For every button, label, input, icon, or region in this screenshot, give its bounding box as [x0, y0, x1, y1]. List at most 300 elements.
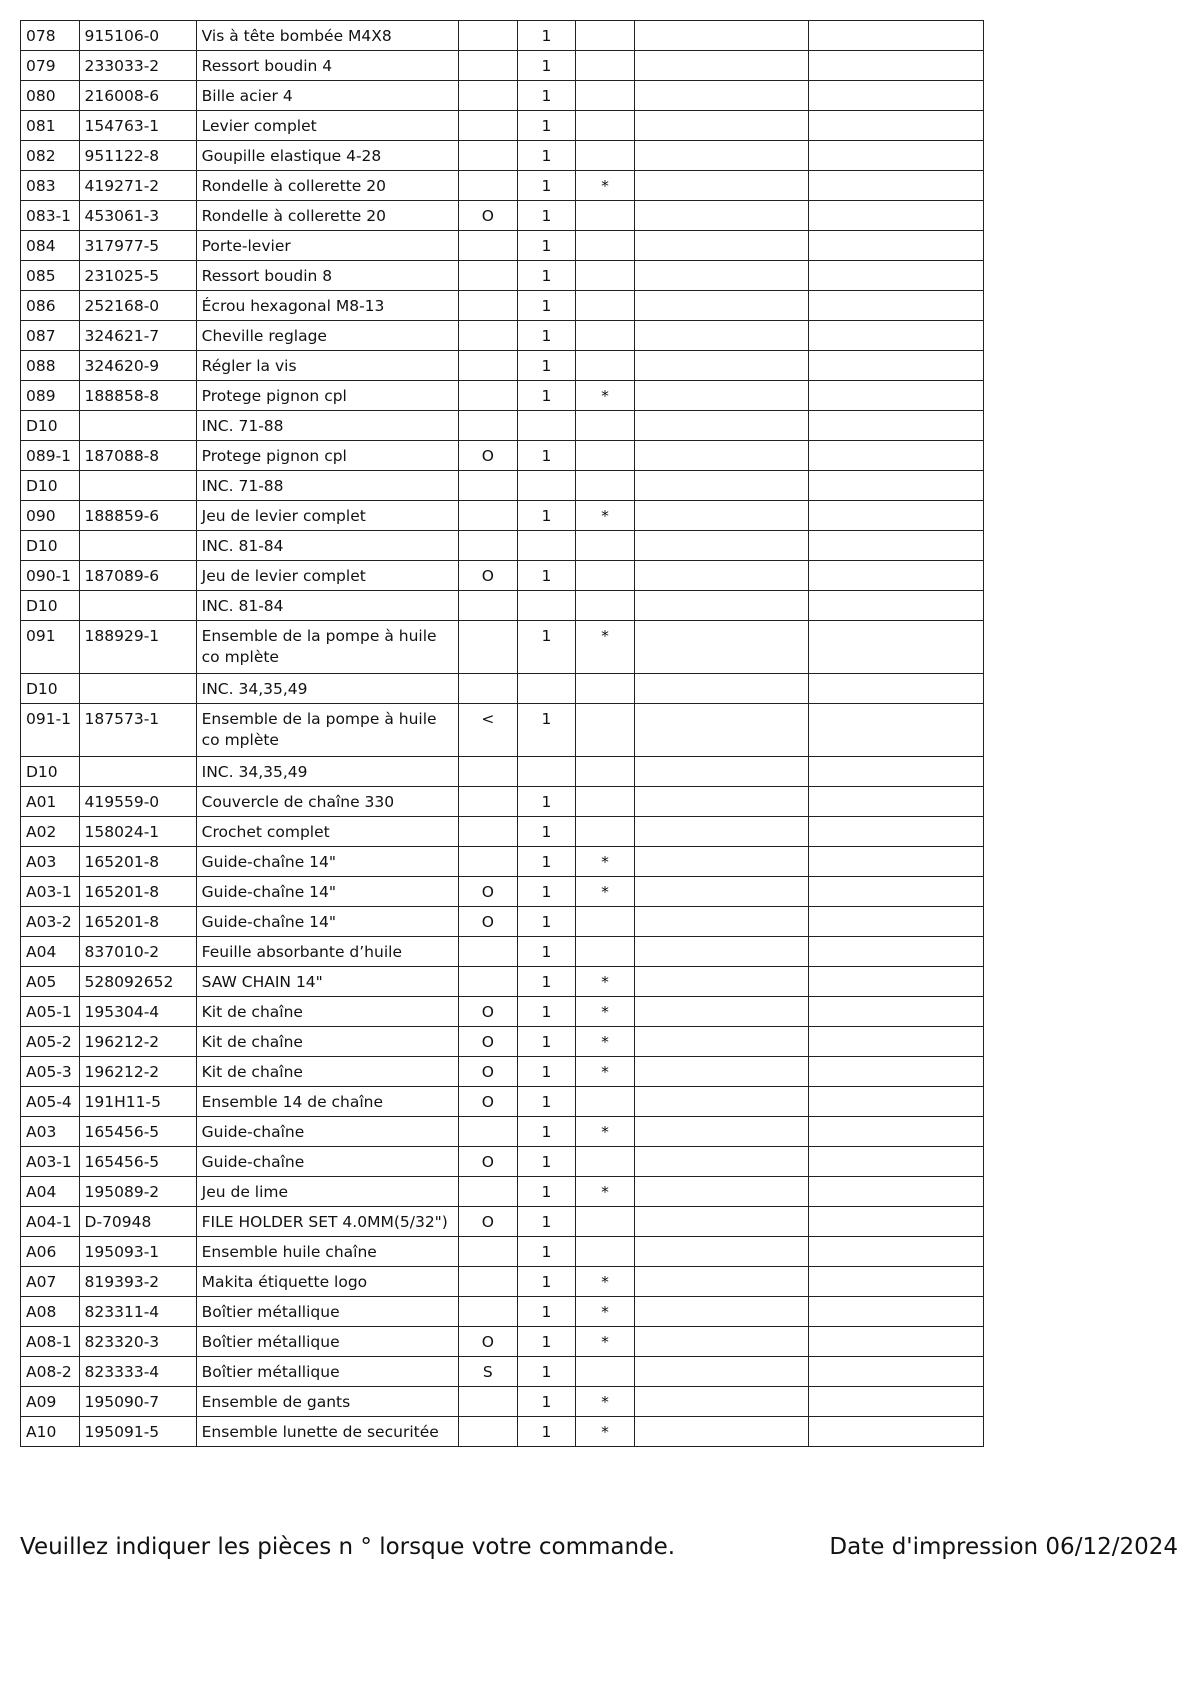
quantity-cell: 1	[517, 561, 576, 591]
note-mark-cell	[576, 1147, 635, 1177]
description-cell: Boîtier métallique	[196, 1297, 458, 1327]
part-number-cell: 195091-5	[79, 1417, 196, 1447]
extra-2-cell	[809, 1087, 984, 1117]
part-number-cell: 819393-2	[79, 1267, 196, 1297]
table-row	[21, 51, 984, 81]
extra-1-cell	[634, 757, 809, 787]
option-cell	[459, 231, 518, 261]
part-number-cell: 419559-0	[79, 787, 196, 817]
extra-2-cell	[809, 321, 984, 351]
extra-2-cell	[809, 997, 984, 1027]
extra-2-cell	[809, 907, 984, 937]
extra-2-cell	[809, 1297, 984, 1327]
description-cell: Porte-levier	[196, 231, 458, 261]
extra-1-cell	[634, 381, 809, 411]
option-cell: O	[459, 907, 518, 937]
note-mark-cell: *	[576, 997, 635, 1027]
table-row	[21, 471, 984, 501]
note-mark-cell: *	[576, 1177, 635, 1207]
part-number-cell: 823320-3	[79, 1327, 196, 1357]
part-number-cell: 324620-9	[79, 351, 196, 381]
option-cell	[459, 81, 518, 111]
note-mark-cell	[576, 81, 635, 111]
note-mark-cell: *	[576, 381, 635, 411]
option-cell	[459, 111, 518, 141]
extra-1-cell	[634, 674, 809, 704]
option-cell	[459, 531, 518, 561]
extra-1-cell	[634, 561, 809, 591]
quantity-cell: 1	[517, 171, 576, 201]
ref-number-cell: A03	[21, 847, 80, 877]
extra-1-cell	[634, 51, 809, 81]
extra-1-cell	[634, 1087, 809, 1117]
ref-number-cell: A05-2	[21, 1027, 80, 1057]
extra-2-cell	[809, 291, 984, 321]
extra-1-cell	[634, 1207, 809, 1237]
extra-2-cell	[809, 1027, 984, 1057]
note-mark-cell	[576, 261, 635, 291]
extra-2-cell	[809, 21, 984, 51]
extra-2-cell	[809, 787, 984, 817]
ref-number-cell: A01	[21, 787, 80, 817]
ref-number-cell: A05-3	[21, 1057, 80, 1087]
description-cell: Levier complet	[196, 111, 458, 141]
table-row	[21, 1387, 984, 1417]
table-row	[21, 1237, 984, 1267]
extra-2-cell	[809, 1177, 984, 1207]
note-mark-cell	[576, 291, 635, 321]
option-cell	[459, 1117, 518, 1147]
quantity-cell: 1	[517, 321, 576, 351]
table-row	[21, 441, 984, 471]
description-cell: Cheville reglage	[196, 321, 458, 351]
print-date: Date d'impression 06/12/2024	[829, 1534, 1178, 1560]
part-number-cell: 317977-5	[79, 231, 196, 261]
ref-number-cell: 079	[21, 51, 80, 81]
table-row	[21, 1417, 984, 1447]
note-mark-cell	[576, 351, 635, 381]
part-number-cell: 165201-8	[79, 907, 196, 937]
quantity-cell	[517, 531, 576, 561]
description-cell: Goupille elastique 4-28	[196, 141, 458, 171]
ref-number-cell: A09	[21, 1387, 80, 1417]
extra-2-cell	[809, 1387, 984, 1417]
quantity-cell: 1	[517, 21, 576, 51]
ref-number-cell: A08-2	[21, 1357, 80, 1387]
quantity-cell: 1	[517, 231, 576, 261]
note-mark-cell	[576, 531, 635, 561]
extra-1-cell	[634, 321, 809, 351]
extra-2-cell	[809, 967, 984, 997]
note-mark-cell: *	[576, 1267, 635, 1297]
table-row	[21, 261, 984, 291]
extra-1-cell	[634, 141, 809, 171]
extra-2-cell	[809, 261, 984, 291]
description-cell: Régler la vis	[196, 351, 458, 381]
note-mark-cell: *	[576, 1057, 635, 1087]
description-cell: Ensemble 14 de chaîne	[196, 1087, 458, 1117]
table-row	[21, 141, 984, 171]
description-cell: Rondelle à collerette 20	[196, 171, 458, 201]
extra-1-cell	[634, 847, 809, 877]
ref-number-cell: 081	[21, 111, 80, 141]
description-cell: Guide-chaîne 14"	[196, 907, 458, 937]
part-number-cell: 195089-2	[79, 1177, 196, 1207]
note-mark-cell: *	[576, 877, 635, 907]
extra-1-cell	[634, 441, 809, 471]
parts-table	[20, 20, 984, 1447]
description-cell: Guide-chaîne	[196, 1117, 458, 1147]
extra-1-cell	[634, 1327, 809, 1357]
part-number-cell: 823333-4	[79, 1357, 196, 1387]
ref-number-cell: A03	[21, 1117, 80, 1147]
part-number-cell: 188858-8	[79, 381, 196, 411]
part-number-cell: 823311-4	[79, 1297, 196, 1327]
option-cell	[459, 171, 518, 201]
description-cell: Makita étiquette logo	[196, 1267, 458, 1297]
ref-number-cell: A05	[21, 967, 80, 997]
description-cell: Ensemble de la pompe à huile co mplète	[196, 704, 458, 757]
quantity-cell: 1	[517, 51, 576, 81]
description-cell: INC. 34,35,49	[196, 674, 458, 704]
description-cell: Crochet complet	[196, 817, 458, 847]
extra-2-cell	[809, 561, 984, 591]
extra-2-cell	[809, 471, 984, 501]
quantity-cell	[517, 471, 576, 501]
part-number-cell: 187088-8	[79, 441, 196, 471]
extra-1-cell	[634, 1297, 809, 1327]
extra-2-cell	[809, 1267, 984, 1297]
ref-number-cell: 091	[21, 621, 80, 674]
quantity-cell: 1	[517, 967, 576, 997]
extra-1-cell	[634, 171, 809, 201]
note-mark-cell: *	[576, 1387, 635, 1417]
part-number-cell: 195304-4	[79, 997, 196, 1027]
option-cell	[459, 937, 518, 967]
description-cell: Protege pignon cpl	[196, 441, 458, 471]
quantity-cell: 1	[517, 621, 576, 674]
ref-number-cell: A02	[21, 817, 80, 847]
extra-2-cell	[809, 877, 984, 907]
option-cell	[459, 381, 518, 411]
option-cell	[459, 471, 518, 501]
note-mark-cell	[576, 591, 635, 621]
part-number-cell: 154763-1	[79, 111, 196, 141]
extra-2-cell	[809, 704, 984, 757]
extra-1-cell	[634, 1267, 809, 1297]
note-mark-cell	[576, 937, 635, 967]
description-cell: Boîtier métallique	[196, 1327, 458, 1357]
ref-number-cell: 088	[21, 351, 80, 381]
ref-number-cell: 085	[21, 261, 80, 291]
parts-table-body	[21, 21, 984, 1447]
table-row	[21, 531, 984, 561]
description-cell: SAW CHAIN 14"	[196, 967, 458, 997]
option-cell	[459, 787, 518, 817]
table-row	[21, 847, 984, 877]
quantity-cell	[517, 411, 576, 441]
extra-2-cell	[809, 847, 984, 877]
option-cell: S	[459, 1357, 518, 1387]
part-number-cell	[79, 531, 196, 561]
extra-1-cell	[634, 501, 809, 531]
description-cell: INC. 81-84	[196, 531, 458, 561]
part-number-cell: 165456-5	[79, 1147, 196, 1177]
description-cell: Vis à tête bombée M4X8	[196, 21, 458, 51]
extra-2-cell	[809, 621, 984, 674]
extra-1-cell	[634, 787, 809, 817]
part-number-cell: 196212-2	[79, 1027, 196, 1057]
extra-2-cell	[809, 381, 984, 411]
ref-number-cell: A04	[21, 937, 80, 967]
part-number-cell: 196212-2	[79, 1057, 196, 1087]
extra-2-cell	[809, 111, 984, 141]
part-number-cell: 165201-8	[79, 847, 196, 877]
part-number-cell: 188929-1	[79, 621, 196, 674]
description-cell: Protege pignon cpl	[196, 381, 458, 411]
option-cell: O	[459, 1027, 518, 1057]
ref-number-cell: A06	[21, 1237, 80, 1267]
extra-1-cell	[634, 1237, 809, 1267]
ref-number-cell: 089	[21, 381, 80, 411]
ref-number-cell: D10	[21, 411, 80, 441]
quantity-cell: 1	[517, 787, 576, 817]
description-cell: Guide-chaîne	[196, 1147, 458, 1177]
option-cell	[459, 674, 518, 704]
quantity-cell: 1	[517, 704, 576, 757]
extra-2-cell	[809, 171, 984, 201]
ref-number-cell: A03-1	[21, 1147, 80, 1177]
note-mark-cell	[576, 111, 635, 141]
note-mark-cell: *	[576, 171, 635, 201]
option-cell: O	[459, 877, 518, 907]
extra-1-cell	[634, 1057, 809, 1087]
note-mark-cell	[576, 1237, 635, 1267]
description-cell: Ensemble de gants	[196, 1387, 458, 1417]
ref-number-cell: A05-4	[21, 1087, 80, 1117]
table-row	[21, 1057, 984, 1087]
table-row	[21, 171, 984, 201]
extra-1-cell	[634, 1387, 809, 1417]
ref-number-cell: 089-1	[21, 441, 80, 471]
note-mark-cell	[576, 674, 635, 704]
description-cell: Bille acier 4	[196, 81, 458, 111]
extra-1-cell	[634, 1147, 809, 1177]
part-number-cell	[79, 757, 196, 787]
description-cell: INC. 71-88	[196, 411, 458, 441]
ref-number-cell: 090	[21, 501, 80, 531]
description-cell: INC. 34,35,49	[196, 757, 458, 787]
option-cell: O	[459, 561, 518, 591]
quantity-cell: 1	[517, 141, 576, 171]
part-number-cell: 951122-8	[79, 141, 196, 171]
quantity-cell: 1	[517, 907, 576, 937]
option-cell: O	[459, 1147, 518, 1177]
option-cell	[459, 621, 518, 674]
quantity-cell: 1	[517, 847, 576, 877]
quantity-cell: 1	[517, 381, 576, 411]
extra-2-cell	[809, 201, 984, 231]
table-row	[21, 1087, 984, 1117]
ref-number-cell: 078	[21, 21, 80, 51]
extra-2-cell	[809, 1327, 984, 1357]
ref-number-cell: A08-1	[21, 1327, 80, 1357]
note-mark-cell: *	[576, 1297, 635, 1327]
table-row	[21, 787, 984, 817]
table-row	[21, 201, 984, 231]
quantity-cell: 1	[517, 1147, 576, 1177]
table-row	[21, 937, 984, 967]
table-row	[21, 561, 984, 591]
option-cell	[459, 141, 518, 171]
quantity-cell: 1	[517, 1267, 576, 1297]
extra-2-cell	[809, 441, 984, 471]
order-note: Veuillez indiquer les pièces n ° lorsque votre commande.	[20, 1534, 676, 1560]
note-mark-cell	[576, 787, 635, 817]
option-cell: O	[459, 1087, 518, 1117]
part-number-cell: D-70948	[79, 1207, 196, 1237]
part-number-cell: 233033-2	[79, 51, 196, 81]
option-cell	[459, 757, 518, 787]
part-number-cell	[79, 591, 196, 621]
extra-2-cell	[809, 231, 984, 261]
table-row	[21, 1357, 984, 1387]
option-cell	[459, 261, 518, 291]
option-cell	[459, 1387, 518, 1417]
extra-1-cell	[634, 111, 809, 141]
table-row	[21, 757, 984, 787]
quantity-cell: 1	[517, 111, 576, 141]
option-cell: <	[459, 704, 518, 757]
extra-1-cell	[634, 937, 809, 967]
extra-1-cell	[634, 704, 809, 757]
extra-2-cell	[809, 1207, 984, 1237]
description-cell: Ensemble lunette de securitée	[196, 1417, 458, 1447]
table-row	[21, 1117, 984, 1147]
extra-1-cell	[634, 877, 809, 907]
quantity-cell: 1	[517, 997, 576, 1027]
table-row	[21, 591, 984, 621]
description-cell: Guide-chaîne 14"	[196, 847, 458, 877]
quantity-cell: 1	[517, 1057, 576, 1087]
table-row	[21, 967, 984, 997]
note-mark-cell	[576, 21, 635, 51]
ref-number-cell: 080	[21, 81, 80, 111]
part-number-cell: 324621-7	[79, 321, 196, 351]
extra-2-cell	[809, 501, 984, 531]
description-cell: Jeu de lime	[196, 1177, 458, 1207]
description-cell: Ensemble huile chaîne	[196, 1237, 458, 1267]
ref-number-cell: 083-1	[21, 201, 80, 231]
option-cell: O	[459, 1207, 518, 1237]
table-row	[21, 1147, 984, 1177]
description-cell: Couvercle de chaîne 330	[196, 787, 458, 817]
ref-number-cell: D10	[21, 531, 80, 561]
extra-1-cell	[634, 1417, 809, 1447]
note-mark-cell	[576, 471, 635, 501]
option-cell	[459, 501, 518, 531]
extra-2-cell	[809, 411, 984, 441]
note-mark-cell	[576, 907, 635, 937]
extra-2-cell	[809, 1237, 984, 1267]
note-mark-cell	[576, 411, 635, 441]
note-mark-cell: *	[576, 1117, 635, 1147]
description-cell: Ressort boudin 4	[196, 51, 458, 81]
description-cell: Jeu de levier complet	[196, 501, 458, 531]
part-number-cell: 191H11-5	[79, 1087, 196, 1117]
extra-1-cell	[634, 471, 809, 501]
extra-1-cell	[634, 1027, 809, 1057]
extra-1-cell	[634, 81, 809, 111]
extra-1-cell	[634, 907, 809, 937]
description-cell: INC. 81-84	[196, 591, 458, 621]
extra-2-cell	[809, 937, 984, 967]
quantity-cell: 1	[517, 1207, 576, 1237]
extra-2-cell	[809, 1357, 984, 1387]
quantity-cell: 1	[517, 1327, 576, 1357]
quantity-cell: 1	[517, 1417, 576, 1447]
table-row	[21, 1177, 984, 1207]
part-number-cell: 158024-1	[79, 817, 196, 847]
ref-number-cell: D10	[21, 757, 80, 787]
quantity-cell	[517, 591, 576, 621]
part-number-cell	[79, 471, 196, 501]
note-mark-cell	[576, 1207, 635, 1237]
extra-1-cell	[634, 817, 809, 847]
ref-number-cell: D10	[21, 471, 80, 501]
note-mark-cell	[576, 1087, 635, 1117]
description-cell: Jeu de levier complet	[196, 561, 458, 591]
extra-1-cell	[634, 621, 809, 674]
note-mark-cell: *	[576, 847, 635, 877]
extra-2-cell	[809, 757, 984, 787]
part-number-cell: 453061-3	[79, 201, 196, 231]
table-row	[21, 704, 984, 757]
part-number-cell: 837010-2	[79, 937, 196, 967]
option-cell: O	[459, 1057, 518, 1087]
option-cell: O	[459, 1327, 518, 1357]
table-row	[21, 291, 984, 321]
note-mark-cell	[576, 441, 635, 471]
ref-number-cell: A03-1	[21, 877, 80, 907]
ref-number-cell: 086	[21, 291, 80, 321]
ref-number-cell: 082	[21, 141, 80, 171]
extra-2-cell	[809, 51, 984, 81]
extra-1-cell	[634, 201, 809, 231]
table-row	[21, 381, 984, 411]
description-cell: Écrou hexagonal M8-13	[196, 291, 458, 321]
extra-1-cell	[634, 997, 809, 1027]
quantity-cell: 1	[517, 1297, 576, 1327]
ref-number-cell: A05-1	[21, 997, 80, 1027]
quantity-cell: 1	[517, 1027, 576, 1057]
extra-2-cell	[809, 1117, 984, 1147]
note-mark-cell	[576, 141, 635, 171]
ref-number-cell: A03-2	[21, 907, 80, 937]
quantity-cell: 1	[517, 1117, 576, 1147]
extra-2-cell	[809, 1057, 984, 1087]
option-cell	[459, 51, 518, 81]
option-cell	[459, 1237, 518, 1267]
option-cell	[459, 817, 518, 847]
quantity-cell: 1	[517, 1357, 576, 1387]
note-mark-cell	[576, 1357, 635, 1387]
description-cell: Feuille absorbante d’huile	[196, 937, 458, 967]
extra-1-cell	[634, 291, 809, 321]
part-number-cell: 216008-6	[79, 81, 196, 111]
quantity-cell: 1	[517, 817, 576, 847]
extra-2-cell	[809, 1147, 984, 1177]
